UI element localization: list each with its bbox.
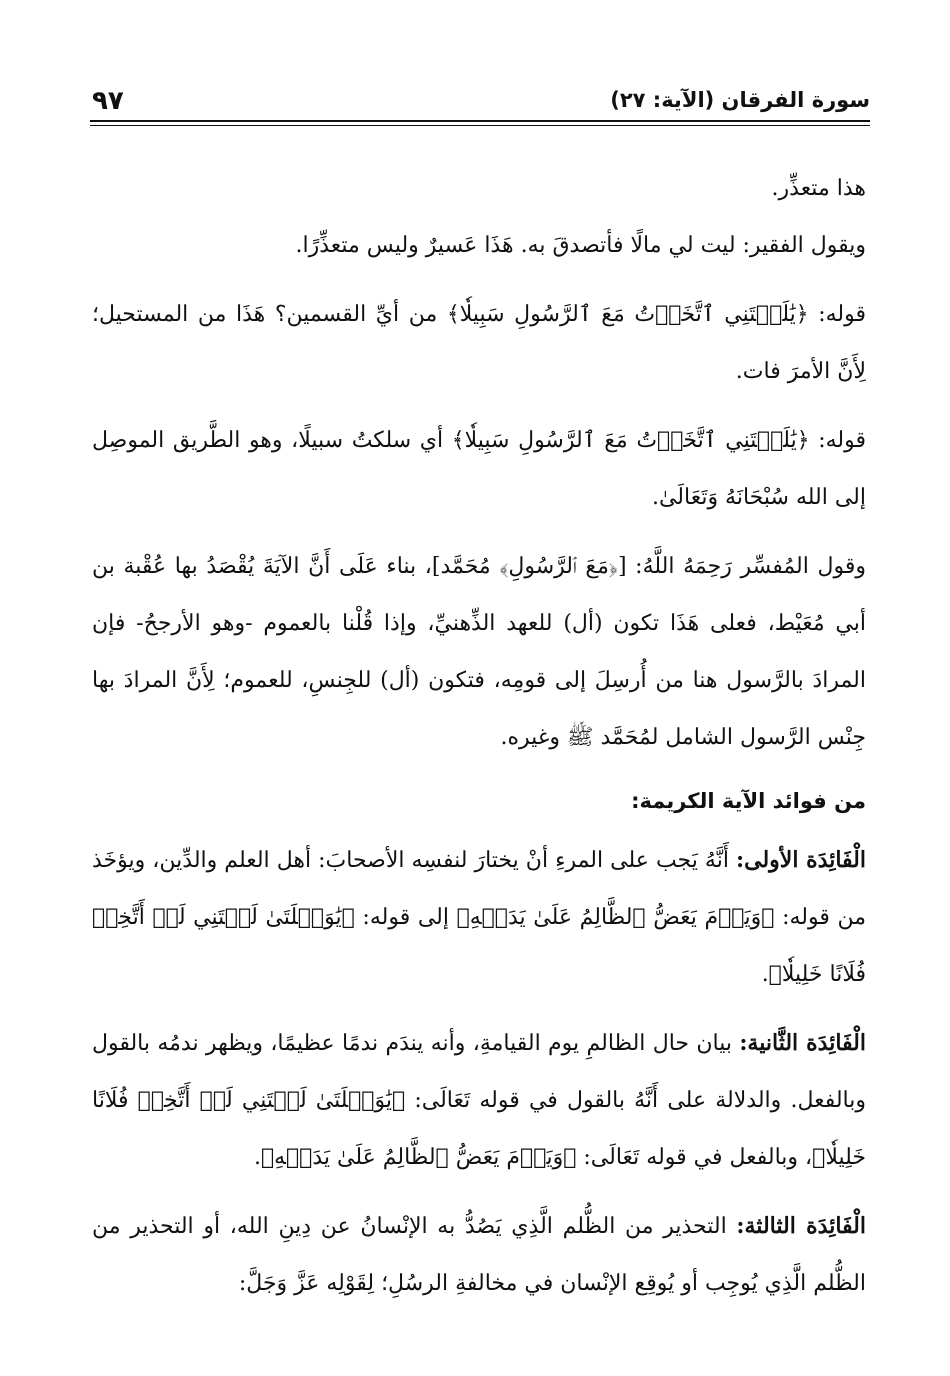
header-rule (90, 120, 870, 122)
benefit-1 (92, 832, 866, 1003)
benefit-1-text: أَنَّهُ يَجب على المرءِ أنْ يختارَ لنفسِه الأصحابَ: أهل العلم والدِّين، ويؤخَذ من قوله: ﴿وَيَوۡمَ يَعَضُّ ٱلظَّالِمُ عَلَىٰ يَدَيۡهِ﴾ إلى قوله: ﴿يَٰوَيۡلَتَىٰ لَيۡتَنِي لَمۡ أَتَّخِذۡ فُلَانًا خَلِيلٗا﴾. (92, 848, 866, 987)
paragraph-3: قوله: ﴿يَٰلَيۡتَنِي ٱتَّخَذۡتُ مَعَ ٱلرَّسُولِ سَبِيلٗا﴾ من أيِّ القسمين؟ هَذَا من المستحيل؛ لِأَنَّ الأمرَ فات. (92, 302, 866, 384)
body-text (92, 160, 866, 1312)
page-number: ٩٧ (92, 86, 124, 116)
benefit-3-text: التحذير من الظُّلم الَّذِي يَصُدُّ به الإنْسانُ عن دِينِ الله، أو التحذير من الظُّلم الَّذِي يُوجِب أو يُوقِع الإنْسان في مخالفةِ الرسُلِ؛ لِقَوْلِه عَزَّ وَجَلَّ: (92, 1214, 866, 1296)
benefit-1-label: الْفَائِدَة الأولى: (736, 847, 866, 873)
page-header (88, 82, 870, 122)
paragraph-5: وقول المُفسِّر رَحِمَهُ اللَّهُ: [﴿مَعَ ٱلرَّسُولِ﴾ مُحَمَّد]، بناء عَلَى أَنَّ الآيَةَ يُقْصَدُ بها عُقْبة بن أبي مُعَيْط، فعلى هَذَا تكون (أل) للعهد الذِّهنيِّ، وإذا قُلْنا بالعموم -وهو الأرجحُ- فإن المرادَ بالرَّسول هنا من أُرسِلَ إلى قومِه، فتكون (أل) للجِنسِ، للعموم؛ لِأَنَّ المرادَ بها جِنْس الرَّسول الشامل لمُحَمَّد ﷺ وغيره. (92, 554, 866, 750)
header-rule-secondary (90, 125, 870, 126)
running-title: سورة الفرقان (الآية: ٢٧) (610, 88, 870, 112)
paragraph-4: قوله: ﴿يَٰلَيۡتَنِي ٱتَّخَذۡتُ مَعَ ٱلرَّسُولِ سَبِيلٗا﴾ أي سلكتُ سبيلًا، وهو الطَّريق الموصِل إلى الله سُبْحَانَهُ وَتَعَالَىٰ. (92, 428, 866, 510)
paragraph-2: ويقول الفقير: ليت لي مالًا فأتصدقَ به. هَذَا عَسيرٌ وليس متعذِّرًا. (295, 233, 866, 258)
benefit-2-text: بيان حال الظالمِ يوم القيامةِ، وأنه يندَم ندمًا عظيمًا، ويظهر ندمُه بالقول وبالفعل. والدلالة على أَنَّهُ بالقول في قوله تَعَالَى: ﴿يَٰوَيۡلَتَىٰ لَيۡتَنِي لَمۡ أَتَّخِذۡ فُلَانًا خَلِيلٗا﴾، وبالفعل في قوله تَعَالَى: ﴿وَيَوۡمَ يَعَضُّ ٱلظَّالِمُ عَلَىٰ يَدَيۡهِ﴾. (92, 1031, 866, 1170)
paragraph-1: هذا متعذِّر. (771, 176, 866, 201)
benefit-2-label: الْفَائِدَة الثَّانية: (739, 1030, 866, 1056)
benefit-3 (92, 1198, 866, 1312)
benefit-3-label: الْفَائِدَة الثالثة: (736, 1213, 866, 1239)
section-heading: من فوائد الآية الكريمة: (631, 789, 866, 813)
benefit-2 (92, 1015, 866, 1186)
